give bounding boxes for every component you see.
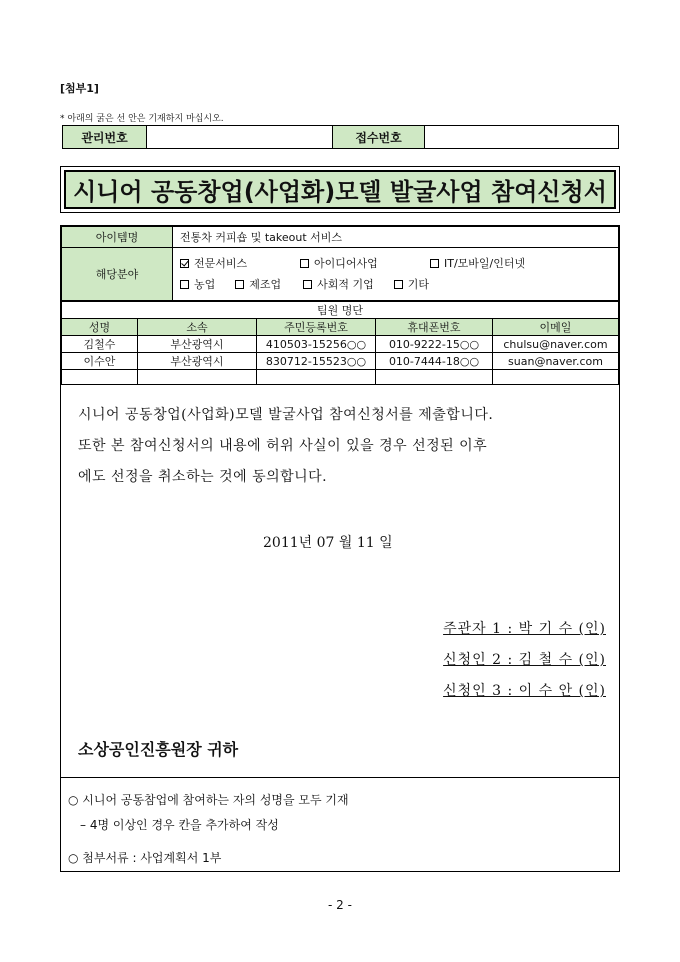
option-idea-business[interactable]: 아이디어사업: [300, 253, 410, 274]
note-item: ○ 시니어 공동참업에 참여하는 자의 성명을 모두 기재: [68, 793, 349, 807]
table-row: [62, 336, 619, 353]
member-id-number[interactable]: 410503-15256○○: [257, 336, 376, 353]
option-agriculture[interactable]: 농업: [180, 274, 215, 295]
empty-cell[interactable]: [138, 370, 257, 385]
member-affiliation[interactable]: 부산광역시: [138, 336, 257, 353]
member-name[interactable]: 김철수: [62, 336, 138, 353]
team-member-table: [61, 301, 619, 385]
checkbox-icon: [300, 259, 309, 268]
empty-cell[interactable]: [376, 370, 493, 385]
receipt-number-field[interactable]: [425, 126, 618, 148]
title-box: [60, 166, 620, 213]
checkbox-icon: [430, 259, 439, 268]
checkbox-icon: [394, 280, 403, 289]
field-label: 해당분야: [62, 248, 173, 301]
member-id-number[interactable]: 830712-15523○○: [257, 353, 376, 370]
column-header: 주민등록번호: [257, 319, 376, 336]
note-subitem: – 4명 이상인 경우 칸을 추가하여 작성: [80, 818, 279, 832]
option-professional-service[interactable]: 전문서비스: [180, 253, 280, 274]
option-manufacturing[interactable]: 제조업: [235, 274, 281, 295]
management-number-label: 관리번호: [63, 126, 147, 148]
empty-cell[interactable]: [493, 370, 619, 385]
info-table: [61, 226, 619, 301]
checkbox-checked-icon: [180, 259, 189, 268]
admin-row: [62, 125, 619, 149]
column-header: 성명: [62, 319, 138, 336]
member-phone[interactable]: 010-7444-18○○: [376, 353, 493, 370]
attachment-label: [첨부1]: [60, 82, 99, 95]
checkbox-icon: [303, 280, 312, 289]
member-name[interactable]: 이수안: [62, 353, 138, 370]
member-phone[interactable]: 010-9222-15○○: [376, 336, 493, 353]
addressee: 소상공인진흥원장 귀하: [78, 740, 239, 759]
management-number-field[interactable]: [147, 126, 333, 148]
document-title: 시니어 공동창업(사업화)모델 발굴사업 참여신청서: [64, 170, 616, 209]
empty-cell[interactable]: [257, 370, 376, 385]
table-row: [62, 370, 619, 385]
page-number: - 2 -: [328, 898, 352, 912]
application-date: 2011년 07 월 11 일: [263, 535, 393, 551]
declaration-text: [78, 400, 608, 493]
receipt-number-label: 접수번호: [333, 126, 425, 148]
member-affiliation[interactable]: 부산광역시: [138, 353, 257, 370]
team-list-title: 팀원 명단: [62, 302, 619, 319]
option-it-mobile[interactable]: IT/모바일/인터넷: [430, 253, 525, 274]
instruction-note: * 아래의 굵은 선 안은 기재하지 마십시오.: [60, 114, 224, 124]
table-row: [62, 353, 619, 370]
column-header: 휴대폰번호: [376, 319, 493, 336]
signature-line-applicant-2: 신청인 2 : 김 철 수 (인): [443, 652, 606, 668]
member-email[interactable]: chulsu@naver.com: [493, 336, 619, 353]
column-header: 이메일: [493, 319, 619, 336]
declaration-line: 시니어 공동창업(사업화)모델 발굴사업 참여신청서를 제출합니다.: [78, 407, 494, 423]
table-header-row: [62, 319, 619, 336]
note-item: ○ 첨부서류 : 사업계획서 1부: [68, 851, 222, 865]
item-name-value[interactable]: 전통차 커피숍 및 takeout 서비스: [173, 227, 619, 248]
checkbox-icon: [235, 280, 244, 289]
signature-line-applicant-3: 신청인 3 : 이 수 안 (인): [443, 683, 606, 699]
member-email[interactable]: suan@naver.com: [493, 353, 619, 370]
option-other[interactable]: 기타: [394, 274, 429, 295]
column-header: 소속: [138, 319, 257, 336]
declaration-line: 또한 본 참여신청서의 내용에 허위 사실이 있을 경우 선정된 이후: [78, 438, 488, 454]
field-options: [173, 248, 619, 301]
option-social-enterprise[interactable]: 사회적 기업: [303, 274, 374, 295]
notes-box: [60, 777, 620, 872]
signature-line-organizer: 주관자 1 : 박 기 수 (인): [443, 621, 606, 637]
checkbox-icon: [180, 280, 189, 289]
empty-cell[interactable]: [62, 370, 138, 385]
item-name-label: 아이템명: [62, 227, 173, 248]
declaration-line: 에도 선정을 취소하는 것에 동의합니다.: [78, 469, 328, 485]
